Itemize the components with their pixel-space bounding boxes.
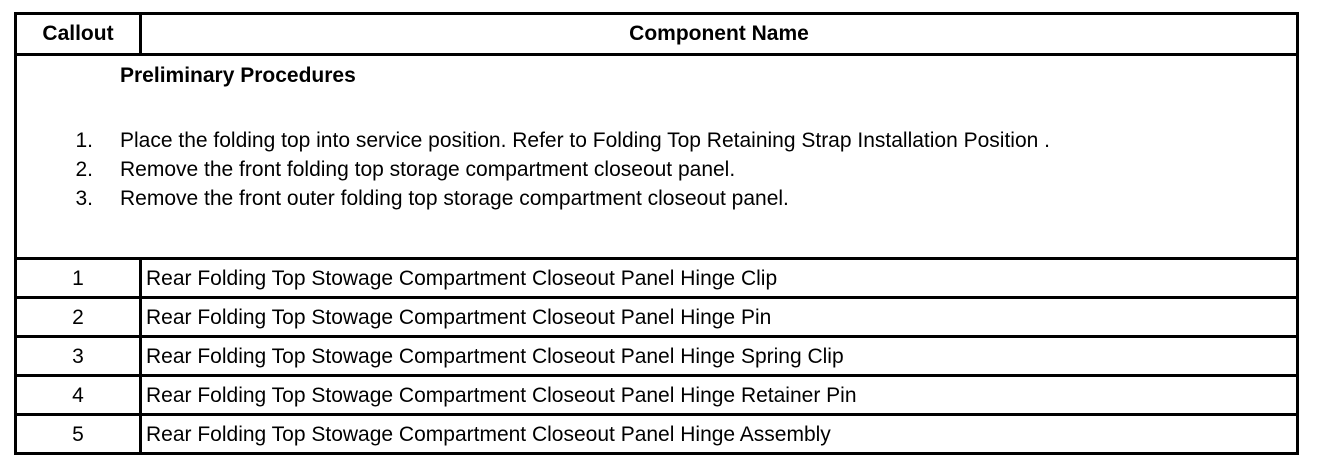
step-text: Place the folding top into service position. Refer to Folding Top Retaining Strap Installation Position . bbox=[120, 129, 1050, 152]
procedure-step bbox=[17, 126, 1050, 155]
table-row bbox=[17, 338, 1296, 377]
table-row bbox=[17, 299, 1296, 338]
preliminary-procedures-title: Preliminary Procedures bbox=[120, 64, 356, 87]
callout-cell: 1 bbox=[17, 260, 142, 296]
component-name-column-header: Component Name bbox=[629, 22, 809, 45]
table-row bbox=[17, 377, 1296, 416]
table-row bbox=[17, 416, 1296, 455]
step-number: 2. bbox=[75, 158, 93, 181]
callout-cell: 2 bbox=[17, 299, 142, 335]
component-name-cell: Rear Folding Top Stowage Compartment Closeout Panel Hinge Spring Clip bbox=[146, 345, 844, 368]
callout-cell: 5 bbox=[17, 416, 142, 452]
callout-cell: 3 bbox=[17, 338, 142, 374]
preliminary-procedures-section bbox=[17, 56, 1296, 260]
step-text: Remove the front folding top storage compartment closeout panel. bbox=[120, 158, 736, 181]
component-name-cell: Rear Folding Top Stowage Compartment Closeout Panel Hinge Retainer Pin bbox=[146, 384, 857, 407]
component-name-cell: Rear Folding Top Stowage Compartment Closeout Panel Hinge Assembly bbox=[146, 423, 831, 446]
table-row bbox=[17, 260, 1296, 299]
step-text: Remove the front outer folding top storage compartment closeout panel. bbox=[120, 187, 789, 210]
procedure-step bbox=[17, 155, 736, 184]
procedure-steps-list bbox=[17, 126, 1050, 213]
component-name-cell: Rear Folding Top Stowage Compartment Closeout Panel Hinge Pin bbox=[146, 306, 772, 329]
step-number: 3. bbox=[75, 187, 93, 210]
component-table bbox=[14, 12, 1299, 455]
table-header-row bbox=[17, 15, 1296, 56]
component-name-cell: Rear Folding Top Stowage Compartment Closeout Panel Hinge Clip bbox=[146, 267, 778, 290]
callout-column-header: Callout bbox=[17, 15, 142, 53]
procedure-step bbox=[17, 184, 789, 213]
callout-cell: 4 bbox=[17, 377, 142, 413]
step-number: 1. bbox=[75, 129, 93, 152]
